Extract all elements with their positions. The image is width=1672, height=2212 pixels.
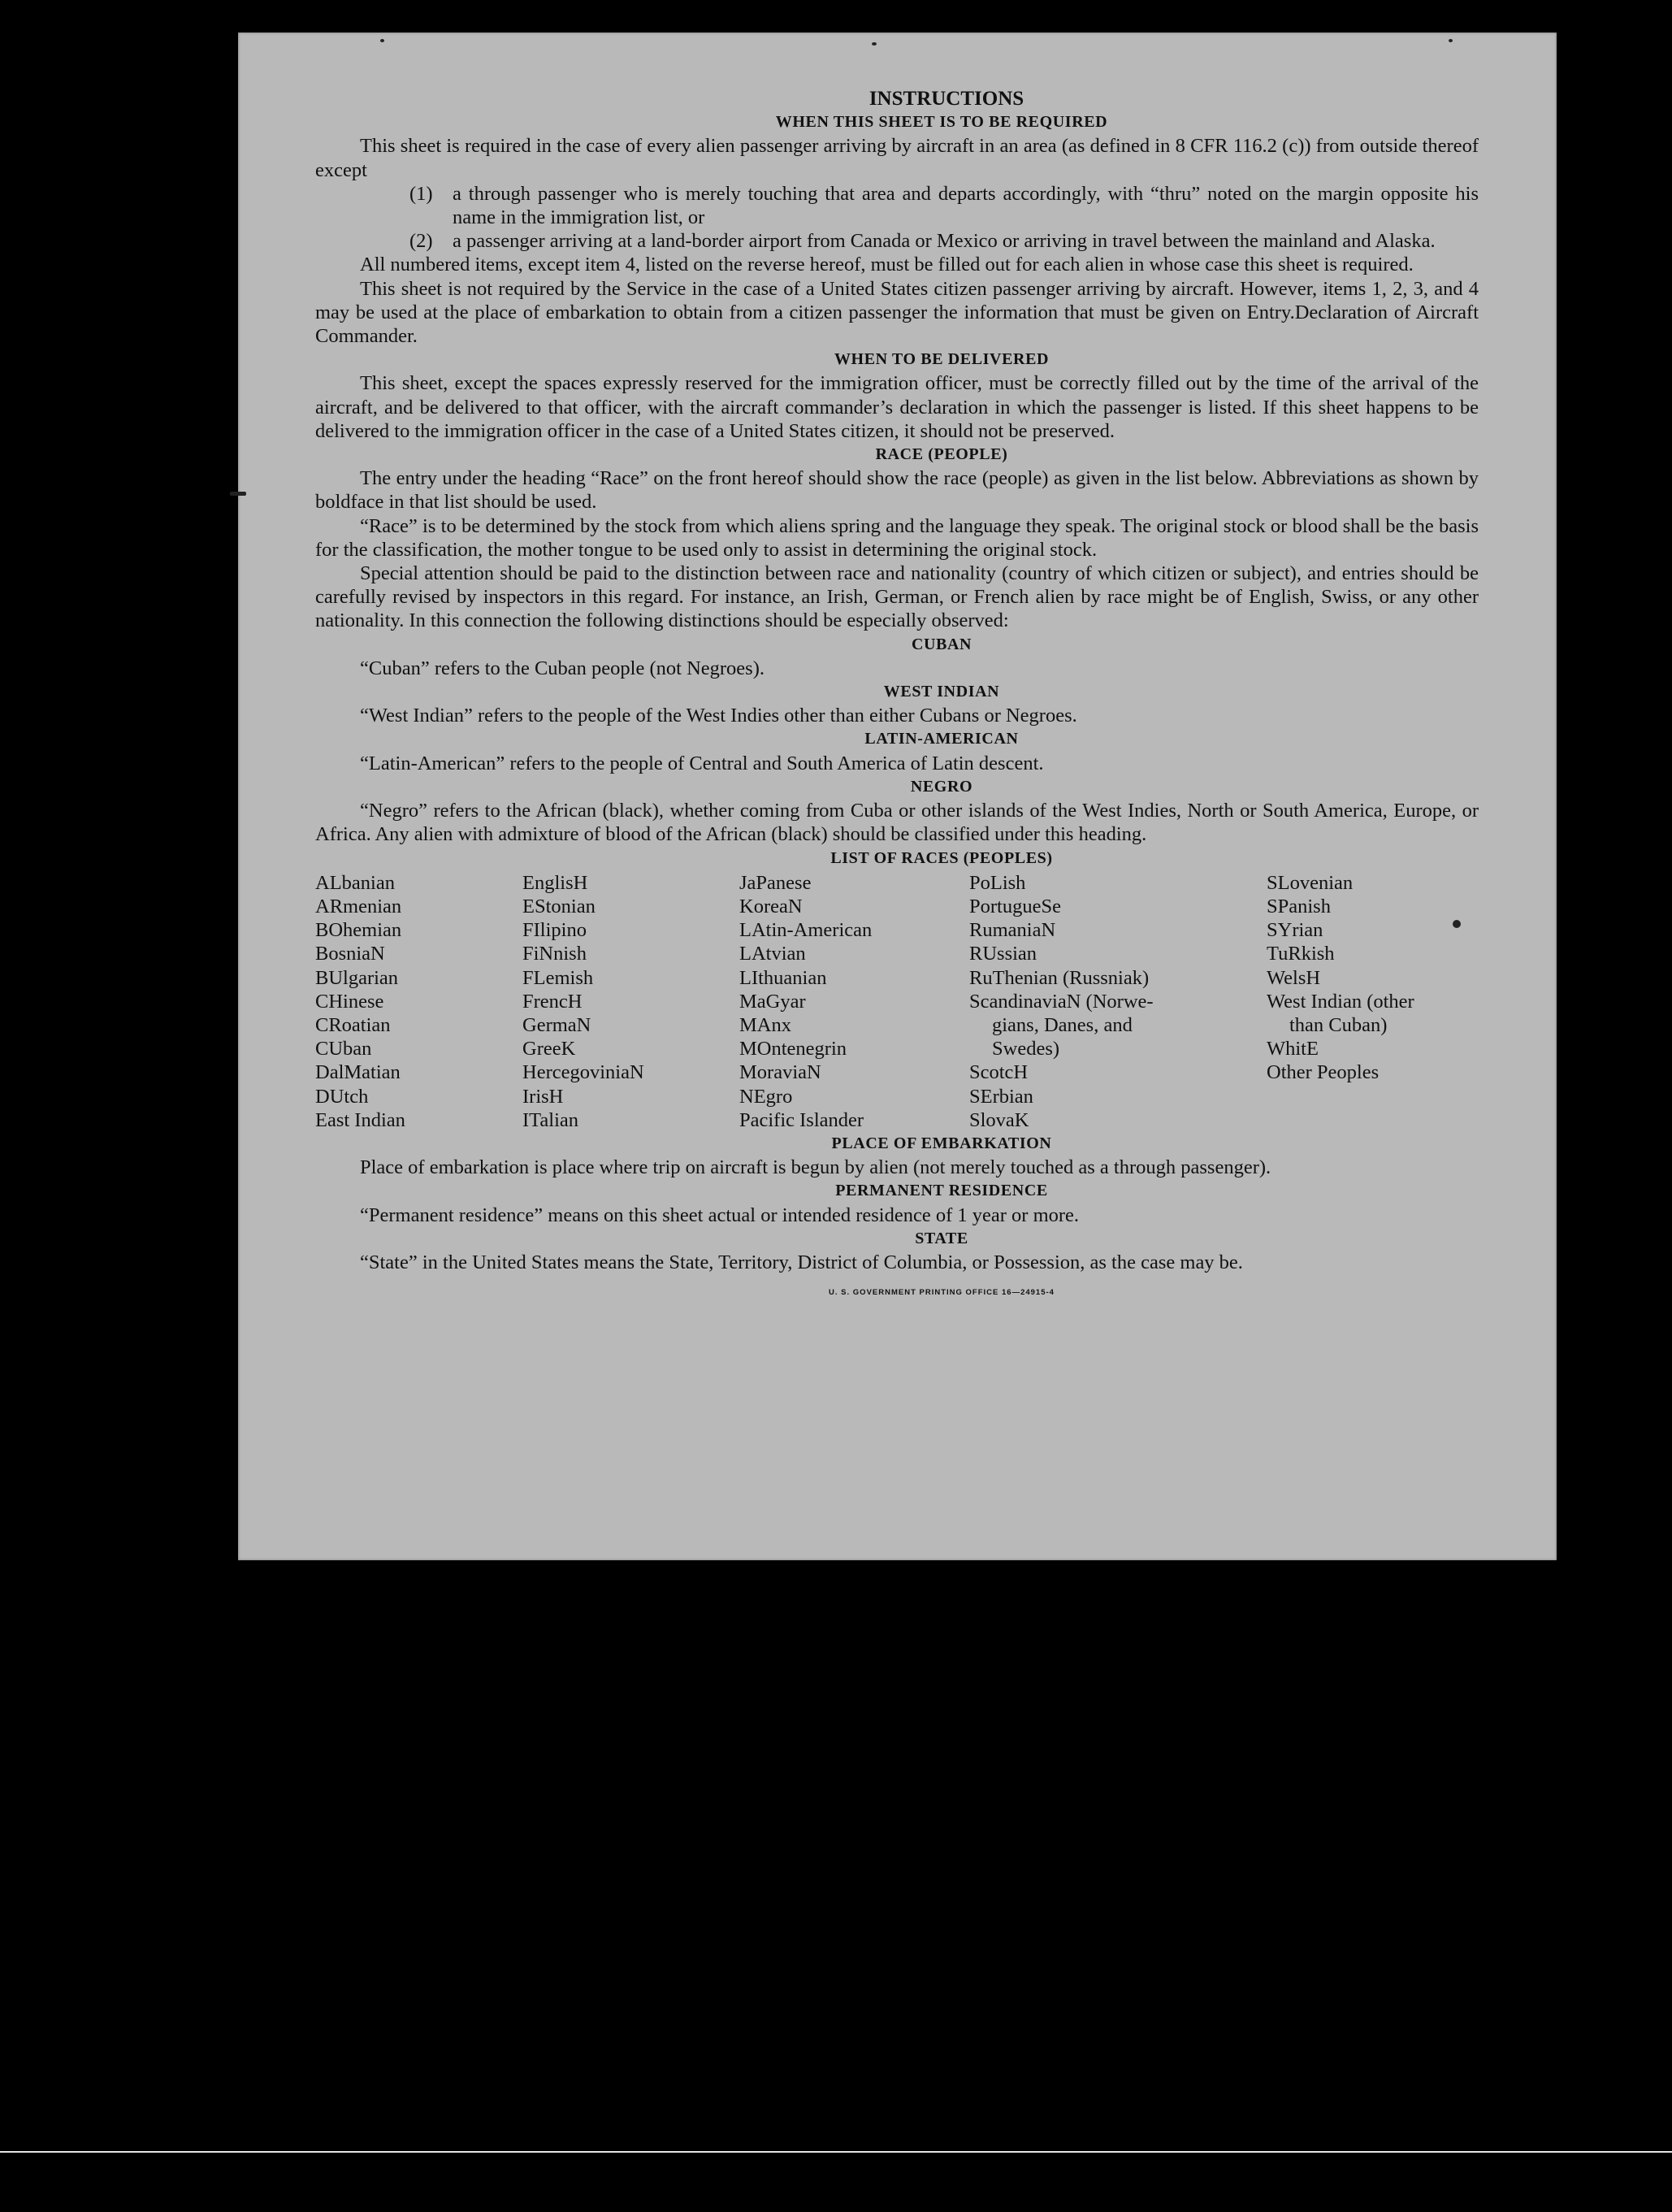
- paragraph: “Race” is to be determined by the stock from which aliens spring and the language they speak. The original stock or blood shall be the basis for the classification, the mother tongue to be used only to assist in determining the original stock.: [315, 514, 1479, 561]
- race-item: WelsH: [1267, 966, 1321, 989]
- heading-place-of-embarkation: PLACE OF EMBARKATION: [831, 1134, 1052, 1152]
- race-item: East Indian: [315, 1108, 405, 1131]
- race-item: NEgro: [739, 1085, 793, 1108]
- heading-when-delivered: WHEN TO BE DELIVERED: [834, 350, 1050, 369]
- race-item-continued: Swedes): [992, 1038, 1060, 1060]
- heading-race: RACE (PEOPLE): [875, 445, 1008, 464]
- paragraph: “Latin-American” refers to the people of Central and South America of Latin descent.: [360, 752, 1044, 774]
- paragraph: “Negro” refers to the African (black), whether coming from Cuba or other islands of the West Indies, North or South America, Europe, or Africa. Any alien with admixture of blood of the African (black) should be classified under this heading.: [315, 800, 1479, 846]
- races-column-3: [739, 871, 969, 1132]
- race-item: IrisH: [522, 1085, 564, 1108]
- race-item: GermaN: [522, 1013, 591, 1036]
- item-text: a through passenger who is merely touching that area and departs accordingly, with “thru” noted on the margin opposite his name in the immigration list, or: [453, 182, 1479, 229]
- races-column-1: [315, 871, 522, 1132]
- race-item: SYrian: [1267, 919, 1323, 942]
- race-item: JaPanese: [739, 871, 812, 894]
- heading-latin-american: LATIN-AMERICAN: [864, 730, 1019, 748]
- race-item: RuThenian (Russniak): [969, 966, 1150, 989]
- heading-state: STATE: [915, 1229, 968, 1247]
- paragraph: This sheet is not required by the Service in the case of a United States citizen passenger arriving by aircraft. However, items 1, 2, 3, and 4 may be used at the place of embarkation to obtain from a citizen passenger the information that must be given on Entry.Declaration of Aircraft Commander.: [315, 277, 1479, 348]
- race-item: Pacific Islander: [739, 1108, 864, 1131]
- item-number: (2): [409, 230, 433, 253]
- instructions-text: [315, 87, 1479, 1304]
- race-item: BOhemian: [315, 919, 402, 942]
- race-item: GreeK: [522, 1038, 576, 1060]
- heading-west-indian: WEST INDIAN: [883, 683, 1000, 701]
- race-item: TuRkish: [1267, 943, 1335, 965]
- race-item: SLovenian: [1267, 871, 1354, 894]
- paragraph: “Permanent residence” means on this sheet actual or intended residence of 1 year or more.: [360, 1204, 1080, 1226]
- race-item: Other Peoples: [1267, 1061, 1380, 1084]
- paragraph: Special attention should be paid to the distinction between race and nationality (country of which citizen or subject), and entries should be carefully revised by inspectors in this regard. For instance, an Irish, German, or French alien by race might be of English, Swiss, or any other nationality. In this connection the following distinctions should be especially observed:: [315, 562, 1479, 632]
- speck: [1449, 39, 1453, 42]
- item-text: a passenger arriving at a land-border airport from Canada or Mexico or arriving in travel between the mainland and Alaska.: [453, 230, 1436, 253]
- race-item: MAnx: [739, 1013, 791, 1036]
- race-item: SPanish: [1267, 895, 1331, 917]
- race-item: FiNnish: [522, 943, 587, 965]
- race-item: KoreaN: [739, 895, 803, 917]
- paragraph: Place of embarkation is place where trip on aircraft is begun by alien (not merely touched as a through passenger).: [360, 1156, 1271, 1179]
- race-item: PortugueSe: [969, 895, 1061, 917]
- race-item: RumaniaN: [969, 919, 1056, 942]
- margin-mark: [230, 492, 246, 496]
- race-item: LAtvian: [739, 943, 806, 965]
- page-title: INSTRUCTIONS: [868, 88, 1024, 110]
- race-item: ALbanian: [315, 871, 395, 894]
- race-item-continued: than Cuban): [1289, 1013, 1388, 1036]
- race-item: WhitE: [1267, 1038, 1319, 1060]
- race-item: DalMatian: [315, 1061, 401, 1084]
- race-item: FrencH: [522, 990, 583, 1013]
- race-item: LIthuanian: [739, 966, 827, 989]
- race-item: DUtch: [315, 1085, 369, 1108]
- race-item: CUban: [315, 1038, 372, 1060]
- race-item: PoLish: [969, 871, 1026, 894]
- speck: [872, 42, 877, 46]
- races-column-4: [969, 871, 1267, 1132]
- heading-cuban: CUBAN: [911, 635, 972, 653]
- race-item: HercegoviniaN: [522, 1061, 644, 1084]
- document-sheet: [238, 33, 1557, 1560]
- race-item-continued: gians, Danes, and: [992, 1013, 1133, 1036]
- race-item: SlovaK: [969, 1108, 1029, 1131]
- race-item: CHinese: [315, 990, 384, 1013]
- race-item: MaGyar: [739, 990, 806, 1013]
- race-item: LAtin-American: [739, 919, 873, 942]
- races-column-2: [522, 871, 739, 1132]
- race-item: CRoatian: [315, 1013, 391, 1036]
- list-item: [315, 182, 1479, 229]
- paragraph: This sheet, except the spaces expressly reserved for the immigration officer, must be correctly filled out by the time of the arrival of the aircraft, and be delivered to that officer, with the aircraft commander’s declaration in which the passenger is listed. If this sheet happens to be delivered to the immigration officer in the case of a United States citizen, it should not be preserved.: [315, 372, 1479, 442]
- race-item: MoraviaN: [739, 1061, 821, 1084]
- paragraph: “State” in the United States means the State, Territory, District of Columbia, or Possession, as the case may be.: [360, 1251, 1243, 1273]
- race-item: FIlipino: [522, 919, 587, 942]
- heading-list-of-races: LIST OF RACES (PEOPLES): [830, 848, 1053, 867]
- race-item: ScandinaviaN (Norwe-: [969, 990, 1154, 1013]
- race-item: EStonian: [522, 895, 596, 917]
- paragraph: “West Indian” refers to the people of the West Indies other than either Cubans or Negroes.: [360, 705, 1077, 727]
- races-list: [315, 871, 1479, 1132]
- race-item: RUssian: [969, 943, 1037, 965]
- heading-negro: NEGRO: [910, 777, 973, 796]
- scan-edge-line: [0, 2151, 1672, 2153]
- item-number: (1): [409, 182, 433, 205]
- race-item: BUlgarian: [315, 966, 399, 989]
- printing-office-footer: U. S. GOVERNMENT PRINTING OFFICE 16—24915-4: [829, 1288, 1055, 1298]
- race-item: FLemish: [522, 966, 594, 989]
- race-item: BosniaN: [315, 943, 385, 965]
- speck: [380, 39, 384, 42]
- race-item: MOntenegrin: [739, 1038, 847, 1060]
- race-item: ITalian: [522, 1108, 579, 1131]
- race-item: ARmenian: [315, 895, 402, 917]
- paragraph: This sheet is required in the case of every alien passenger arriving by aircraft in an area (as defined in 8 CFR 116.2 (c)) from outside thereof except: [315, 135, 1479, 181]
- heading-permanent-residence: PERMANENT RESIDENCE: [835, 1182, 1048, 1200]
- paragraph: All numbered items, except item 4, listed on the reverse hereof, must be filled out for each alien in whose case this sheet is required.: [360, 254, 1414, 276]
- list-item: [315, 229, 1479, 253]
- races-column-5: [1267, 871, 1479, 1132]
- paragraph: “Cuban” refers to the Cuban people (not Negroes).: [360, 657, 765, 679]
- paragraph: The entry under the heading “Race” on the front hereof should show the race (people) as given in the list below. Abbreviations as shown by boldface in that list should be used.: [315, 467, 1479, 514]
- heading-when-required: WHEN THIS SHEET IS TO BE REQUIRED: [775, 113, 1108, 132]
- race-item: EnglisH: [522, 871, 588, 894]
- race-item: SErbian: [969, 1085, 1033, 1108]
- race-item: ScotcH: [969, 1061, 1029, 1084]
- race-item: West Indian (other: [1267, 990, 1414, 1013]
